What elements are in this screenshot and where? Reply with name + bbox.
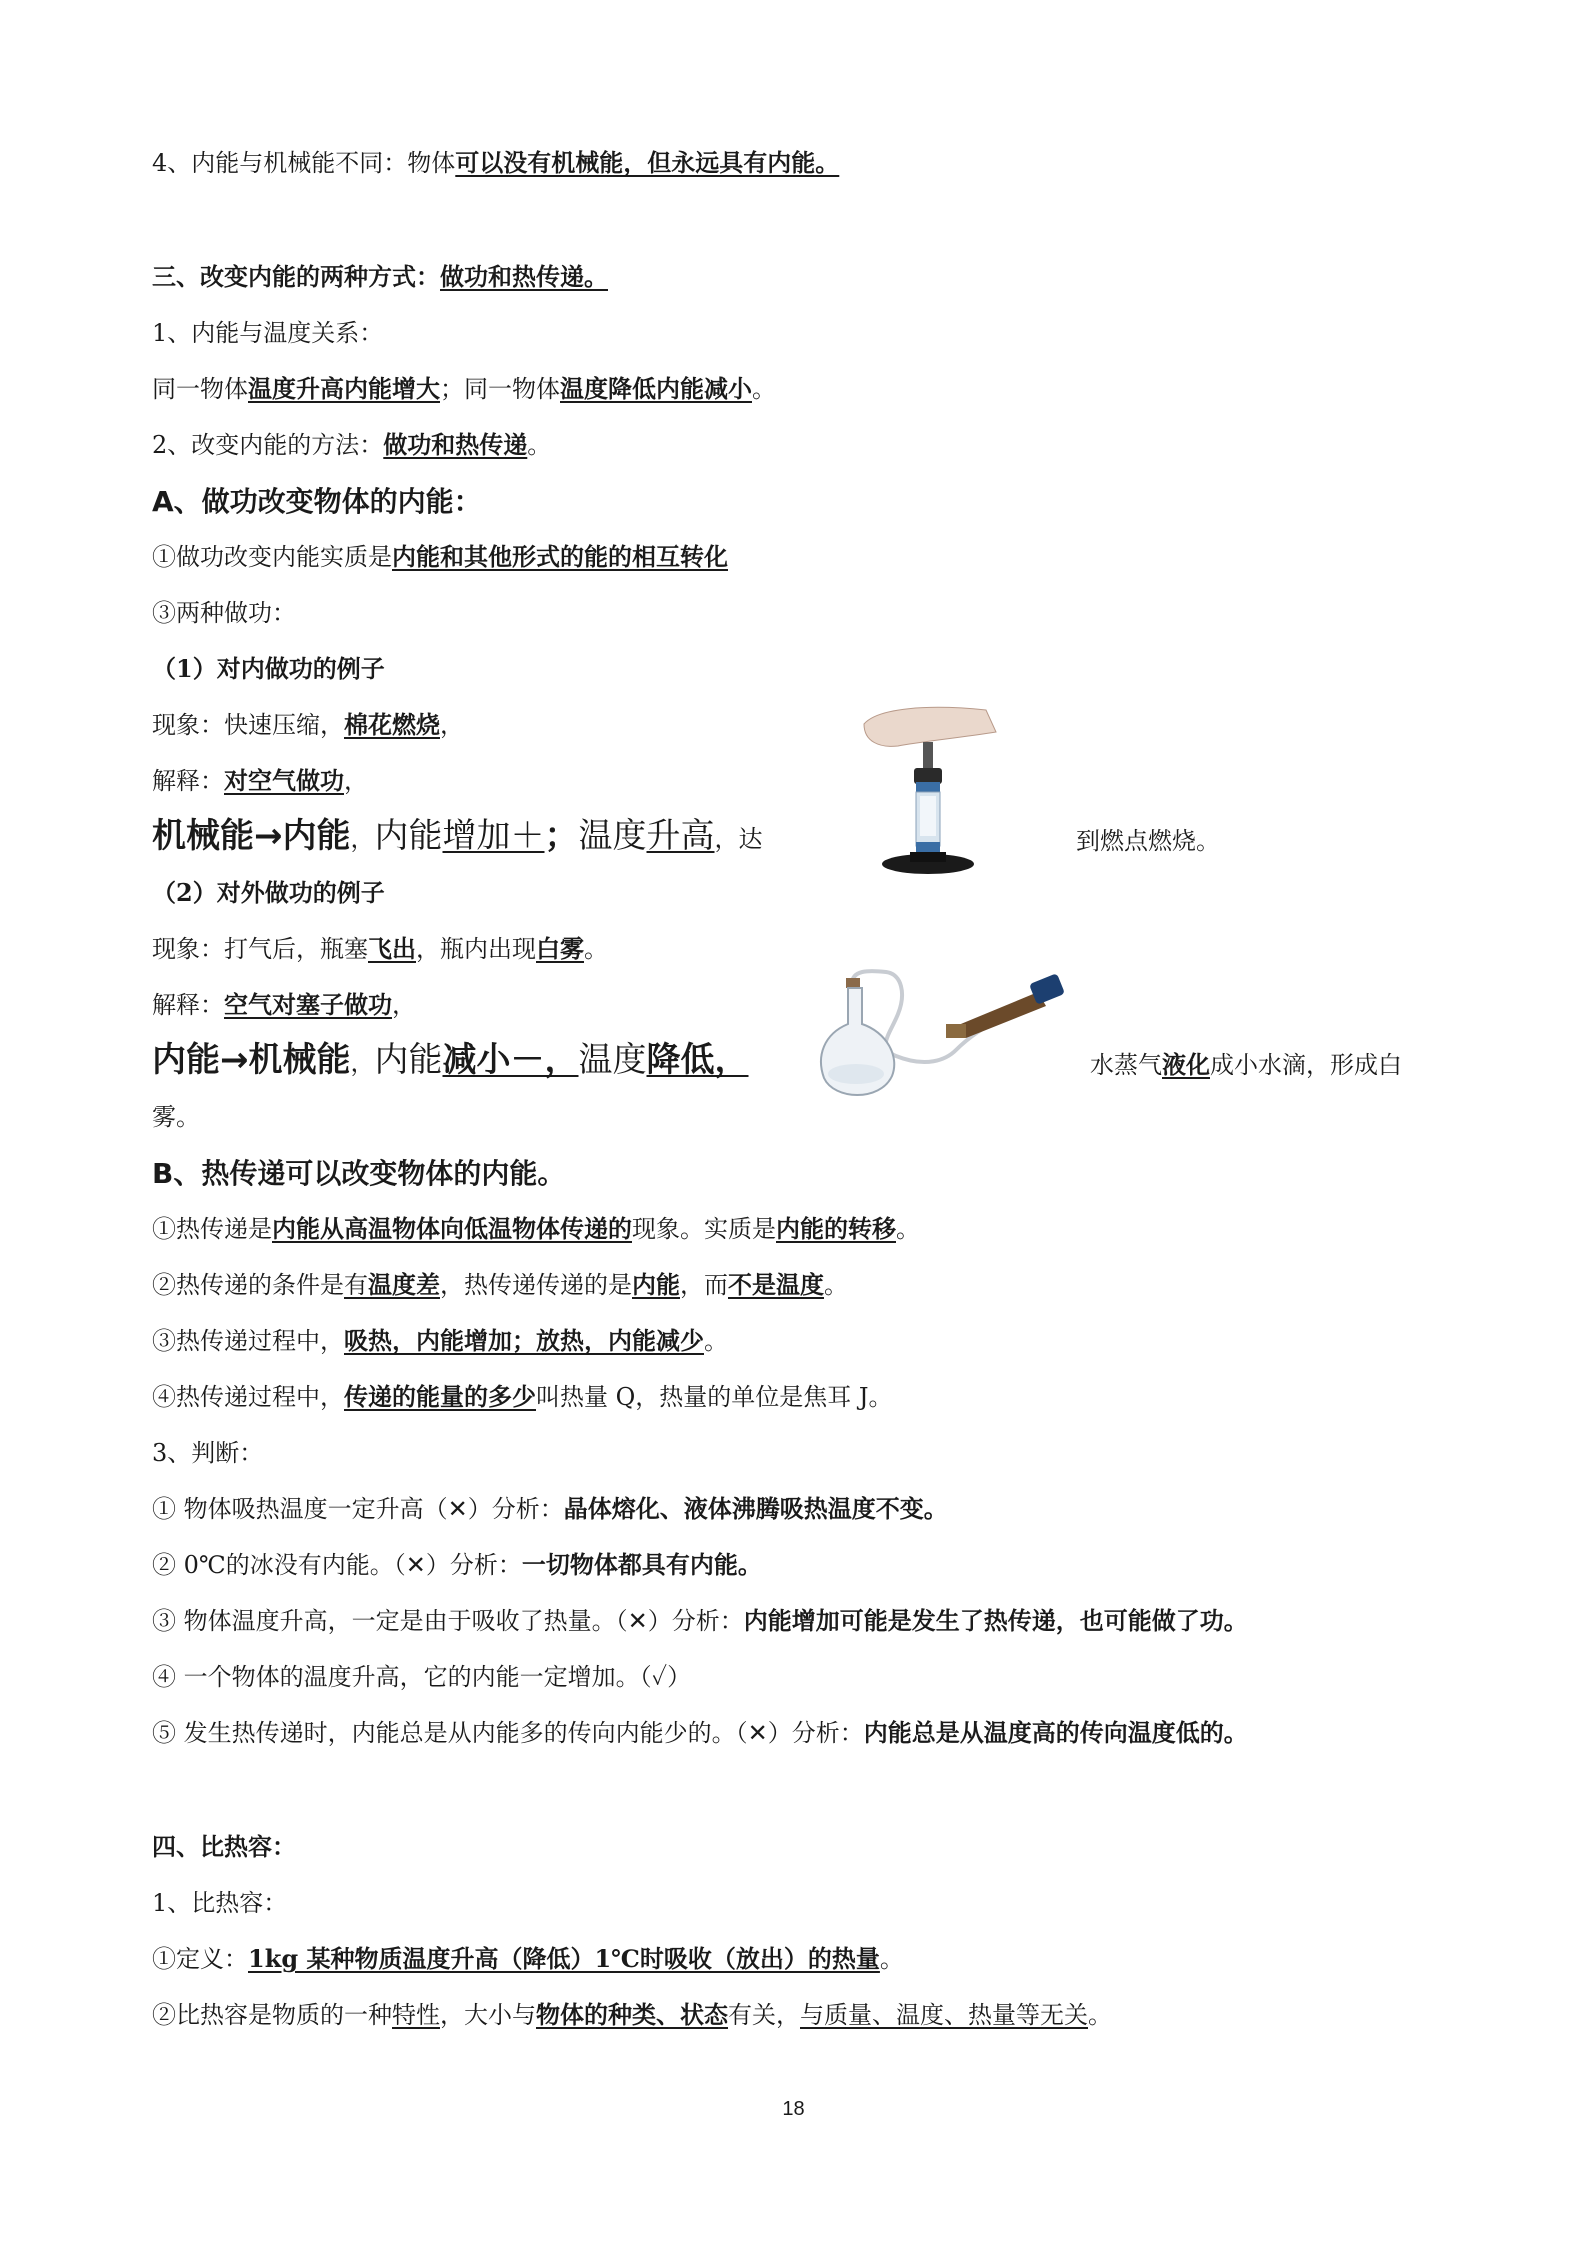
heading-emphasis: 做功和热传递。 (440, 263, 608, 291)
text: 1、内能与温度关系： (152, 319, 384, 347)
heading-text: 三、改变内能的两种方式： (152, 263, 440, 291)
emphasis: 内能从高温物体向低温物体传递的 (272, 1214, 632, 1243)
line-7 (152, 540, 728, 574)
text: 4、内能与机械能不同：物体 (152, 149, 456, 177)
text: 有 (344, 1271, 368, 1299)
emphasis: 温度降低内能减小 (560, 374, 752, 403)
text: 。 (752, 375, 776, 403)
big-text: 机械能 (152, 816, 254, 856)
text: ， (350, 1049, 375, 1077)
heading-text: 四、比热容： (152, 1833, 296, 1861)
text: 1、比热容： (152, 1889, 288, 1917)
big-emphasis: 降低， (646, 1040, 749, 1080)
text: ①做功改变内能实质是 (152, 543, 392, 571)
line-17 (152, 1100, 200, 1134)
text: 雾。 (152, 1103, 200, 1131)
text: 水蒸气 (1090, 1051, 1162, 1079)
emphasis: 不是温度 (728, 1270, 824, 1299)
big-text: 内能 (374, 816, 443, 856)
line-31 (152, 1942, 904, 1976)
line-22 (152, 1380, 893, 1414)
heading-text: B、热传递可以改变物体的内能。 (152, 1157, 566, 1190)
text: ，大小与 (440, 2001, 536, 2029)
text: 现象。实质是 (632, 1215, 776, 1243)
text: ， (350, 825, 375, 853)
emphasis: 内能的转移 (776, 1214, 896, 1243)
emphasis: 内能和其他形式的能的相互转化 (392, 542, 728, 571)
text: 有关， (728, 2001, 800, 2029)
judge-1 (152, 1492, 948, 1526)
line-23 (152, 1436, 263, 1470)
text: 。 (824, 1271, 848, 1299)
line-11 (152, 764, 368, 798)
line-19 (152, 1212, 920, 1246)
emphasis: 温度升高内能增大 (248, 374, 440, 403)
text: 2、改变内能的方法： (152, 431, 384, 459)
line-13 (152, 876, 385, 910)
text: 。 (879, 1945, 904, 1973)
big-text: 温度 (578, 816, 647, 856)
emphasis: 白雾 (536, 934, 584, 963)
subheading-a (152, 482, 482, 522)
analysis: 晶体熔化、液体沸腾吸热温度不变。 (563, 1495, 948, 1523)
arrow: → (254, 816, 283, 856)
big-emphasis: 减小－， (442, 1040, 579, 1080)
line-30 (152, 1886, 287, 1920)
big-emphasis: 升高 (646, 816, 715, 856)
text: ①定义： (152, 1945, 248, 1973)
text: ， (344, 767, 368, 795)
text: 特性 (392, 2001, 440, 2029)
big-text: 温度 (578, 1040, 647, 1080)
flask-pump-image (806, 964, 1066, 1112)
emphasis: 1kg 某种物质温度升高（降低）1℃时吸收（放出）的热量 (248, 1944, 880, 1973)
line-16 (152, 1038, 749, 1082)
text: （2）对外做功的例子 (152, 878, 385, 907)
text: ③热传递过程中， (152, 1327, 344, 1355)
judge-5 (152, 1716, 1248, 1750)
analysis: 内能总是从温度高的传向温度低的。 (863, 1719, 1248, 1747)
text: 解释： (152, 767, 224, 795)
text: ，热传递传递的是 (440, 1271, 632, 1299)
emphasis: 传递的能量的多少 (344, 1382, 536, 1411)
text: ，达 (714, 825, 763, 853)
emphasis: 可以没有机械能，但永远具有内能。 (455, 148, 840, 177)
text: ，而 (680, 1271, 728, 1299)
text: 。 (584, 935, 608, 963)
emphasis: 做功和热传递 (383, 430, 528, 459)
subheading-b (152, 1154, 565, 1194)
text: ①热传递是 (152, 1215, 272, 1243)
line-8 (152, 596, 296, 630)
text: ③ 物体温度升高，一定是由于吸收了热量。（✕）分析： (152, 1607, 744, 1635)
line-16-right (1090, 1048, 1402, 1082)
text: 与质量、温度、热量等无关 (800, 2001, 1088, 2029)
text: ② 0℃的冰没有内能。（✕）分析： (152, 1551, 522, 1579)
emphasis: 对空气做功 (224, 766, 344, 795)
big-emphasis: 增加＋ (442, 816, 545, 856)
emphasis: 内能 (632, 1270, 680, 1299)
line-15 (152, 988, 416, 1022)
text: 叫热量 Q，热量的单位是焦耳 J。 (536, 1383, 893, 1411)
text: ，瓶内出现 (416, 935, 536, 963)
text: ， (392, 991, 416, 1019)
text: ⑤ 发生热传递时，内能总是从内能多的传向内能少的。（✕）分析： (152, 1719, 864, 1747)
fire-syringe-image (858, 702, 998, 880)
text: 同一物体 (152, 375, 248, 403)
line-32 (152, 1998, 1112, 2032)
line-4 (152, 372, 776, 406)
text: 解释： (152, 991, 224, 1019)
judge-3 (152, 1604, 1248, 1638)
emphasis: 物体的种类、状态 (536, 2000, 728, 2029)
line-12-right (1076, 824, 1220, 858)
text: ④ 一个物体的温度升高，它的内能一定增加。（✓） (152, 1663, 692, 1691)
emphasis: 吸热，内能增加；放热，内能减少 (344, 1326, 704, 1355)
line-12 (152, 814, 763, 858)
section-heading-4 (152, 1830, 296, 1864)
text: ③两种做功： (152, 599, 296, 627)
judge-2 (152, 1548, 762, 1582)
text: 到燃点燃烧。 (1076, 827, 1220, 855)
line-3 (152, 316, 383, 350)
emphasis: 温度差 (368, 1270, 440, 1299)
text: 3、判断： (152, 1439, 264, 1467)
big-text: 内能 (152, 1040, 220, 1080)
text: 。 (704, 1327, 728, 1355)
analysis: 内能增加可能是发生了热传递，也可能做了功。 (743, 1607, 1248, 1635)
line-1 (152, 146, 839, 180)
text: ②比热容是物质的一种 (152, 2001, 392, 2029)
text: 现象：快速压缩， (152, 711, 344, 739)
text: ④热传递过程中， (152, 1383, 344, 1411)
page-number: 18 (782, 2098, 805, 2120)
judge-4 (152, 1660, 691, 1694)
section-heading-3 (152, 260, 608, 294)
heading-text: A、做功改变物体的内能： (152, 485, 482, 518)
text: 。 (1088, 2001, 1112, 2029)
text: ②热传递的条件是 (152, 1271, 344, 1299)
text: 成小水滴，形成白 (1210, 1051, 1402, 1079)
big-text: 机械能 (248, 1040, 351, 1080)
line-5 (152, 428, 551, 462)
line-10 (152, 708, 464, 742)
emphasis: 液化 (1162, 1050, 1210, 1079)
line-14 (152, 932, 608, 966)
text: ， (440, 711, 464, 739)
analysis: 一切物体都具有内能。 (521, 1551, 762, 1579)
big-text: 内能 (374, 1040, 443, 1080)
emphasis: 棉花燃烧 (344, 710, 440, 739)
big-text: ； (544, 816, 579, 856)
arrow: → (220, 1040, 249, 1080)
line-20 (152, 1268, 848, 1302)
text: 。 (527, 431, 552, 459)
line-21 (152, 1324, 728, 1358)
emphasis: 飞出 (368, 934, 416, 963)
text: 现象：打气后，瓶塞 (152, 935, 368, 963)
text: 。 (896, 1215, 920, 1243)
text: ；同一物体 (440, 375, 560, 403)
big-text: 内能 (282, 816, 351, 856)
emphasis: 空气对塞子做功 (224, 990, 392, 1019)
line-9 (152, 652, 385, 686)
text: （1）对内做功的例子 (152, 654, 385, 683)
text: ① 物体吸热温度一定升高（✕）分析： (152, 1495, 564, 1523)
